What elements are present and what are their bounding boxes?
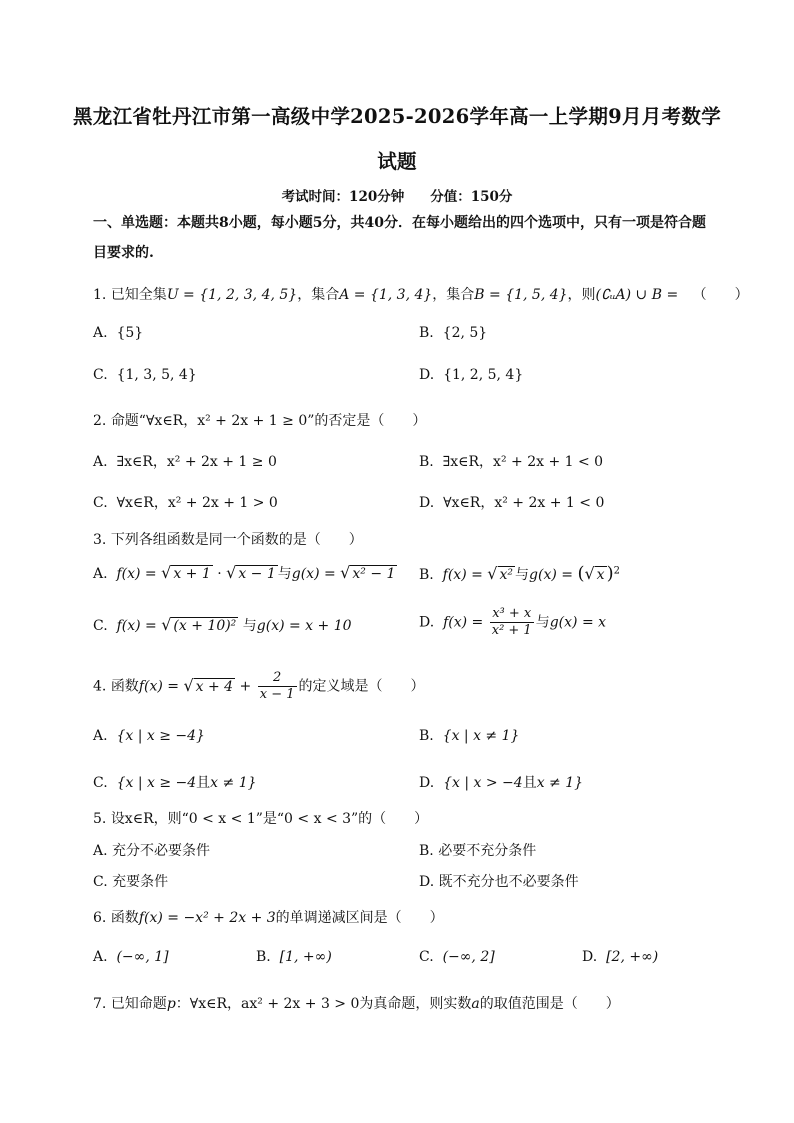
q3-b-g: g(x) = <box>529 567 573 583</box>
q6-option-a-label: A. <box>93 949 108 965</box>
q5-option-b-label: B. <box>419 843 434 859</box>
q2-option-c-label: C. <box>93 495 108 511</box>
q5-option-b[interactable] <box>419 840 536 860</box>
q6-option-c-label: C. <box>419 949 434 965</box>
q6-text1: 函数 <box>110 910 139 926</box>
question-1 <box>93 284 749 304</box>
q2-option-d[interactable] <box>419 492 604 512</box>
q5-option-c[interactable] <box>93 871 168 891</box>
q3-a-g: g(x) = <box>291 566 336 582</box>
q3-c-yu: 与 <box>242 618 257 634</box>
q2-option-c-value: ∀x∈R，x² + 2x + 1 > 0 <box>116 495 278 511</box>
q2-number: 2. <box>93 413 107 429</box>
q4-option-d-qie: 且 <box>522 775 537 791</box>
q4-option-a[interactable] <box>93 728 205 744</box>
q6-option-c[interactable] <box>419 949 495 965</box>
q2-stem: 命题“∀x∈R，x² + 2x + 1 ≥ 0”的否定是（ ） <box>110 413 427 429</box>
q6-option-d[interactable] <box>582 949 658 965</box>
q3-d-numerator: x³ + x <box>490 606 534 623</box>
exam-info <box>0 185 794 205</box>
q4-option-a-value: {x | x ≥ −4} <box>116 728 205 744</box>
q3-a-radicand1: x + 1 <box>173 566 211 582</box>
q7-p: p <box>166 996 176 1012</box>
q1-option-b-label: B. <box>419 325 434 341</box>
q5-option-c-label: C. <box>93 874 108 890</box>
q1-option-d-value: {1, 2, 5, 4} <box>443 367 524 383</box>
q3-a-f: f(x) = <box>116 566 157 582</box>
q5-option-a[interactable] <box>93 840 210 860</box>
q2-option-b-label: B. <box>419 454 434 470</box>
q3-b-radicand1: x² <box>499 567 514 583</box>
q3-b-yu: 与 <box>515 567 530 583</box>
q4-text2: 的定义域是（ ） <box>298 678 425 695</box>
q4-option-b[interactable] <box>419 728 519 744</box>
q3-b-radicand2: x <box>596 567 605 583</box>
q3-option-d[interactable] <box>419 606 606 639</box>
question-7 <box>93 993 620 1013</box>
q6-option-b-value: [1, +∞) <box>279 949 332 965</box>
q2-option-a-label: A. <box>93 454 108 470</box>
q7-number: 7. <box>93 996 107 1012</box>
q2-option-c[interactable] <box>93 492 278 512</box>
q4-option-c-qie: 且 <box>196 775 211 791</box>
q6-option-a-value: (−∞, 1] <box>116 949 169 965</box>
q3-c-radicand: (x + 10)² <box>173 618 237 634</box>
q5-option-a-label: A. <box>93 843 108 859</box>
q1-number: 1. <box>93 287 107 303</box>
q1-option-b-value: {2, 5} <box>442 325 488 341</box>
question-4: 4. 函数f(x) = √ x + 4 + $\frac{2}{x - 1}$ 的定义域是（ ） <box>93 670 425 702</box>
q1-expression: (∁ᵤA) ∪ B = <box>595 287 679 303</box>
q1-answer-blank: （ ） <box>692 287 749 303</box>
q4-plus: + <box>239 678 252 695</box>
q4-f: f(x) = <box>138 678 179 695</box>
exam-time: 考试时间：120分钟 <box>281 189 405 205</box>
q1-option-c-value: {1, 3, 5, 4} <box>116 367 197 383</box>
q4-option-c-value2: x ≠ 1} <box>210 775 257 791</box>
q1-set-b: B = {1, 5, 4} <box>474 287 568 303</box>
q4-option-d-value2: x ≠ 1} <box>536 775 584 791</box>
q3-stem: 下列各组函数是同一个函数的是（ ） <box>110 532 363 548</box>
q6-option-d-label: D. <box>582 949 598 965</box>
q1-option-d-label: D. <box>419 367 435 383</box>
q7-text4: 的取值范围是（ ） <box>479 996 620 1012</box>
q1-text1: 已知全集 <box>110 287 167 303</box>
q3-option-d-label: D. <box>419 614 435 631</box>
q1-option-a-value: {5} <box>116 325 144 341</box>
q1-text3: ，集合 <box>432 287 475 303</box>
q7-text1: 已知命题 <box>110 996 167 1012</box>
q4-option-c[interactable] <box>93 772 257 792</box>
q3-option-c-label: C. <box>93 618 108 634</box>
q1-option-a-label: A. <box>93 325 108 341</box>
q4-option-d-label: D. <box>419 775 435 791</box>
q7-text2: ：∀x∈R，ax² + 2x + 3 > 0 <box>175 996 360 1012</box>
q3-d-f: f(x) = <box>443 614 484 631</box>
q2-option-b[interactable] <box>419 451 603 471</box>
q2-option-a-value: ∃x∈R，x² + 2x + 1 ≥ 0 <box>116 454 277 470</box>
q4-option-b-value: {x | x ≠ 1} <box>442 728 520 744</box>
q2-option-d-value: ∀x∈R，x² + 2x + 1 < 0 <box>443 495 605 511</box>
q4-denominator: x − 1 <box>259 687 295 702</box>
q6-option-c-value: (−∞, 2] <box>442 949 495 965</box>
q1-text4: ，则 <box>567 287 596 303</box>
q3-option-b-label: B. <box>419 567 434 583</box>
q1-option-c-label: C. <box>93 367 108 383</box>
question-2 <box>93 410 426 430</box>
q5-option-a-value: 充分不必要条件 <box>112 843 211 859</box>
q5-option-d-label: D. <box>419 874 435 890</box>
q7-text3: 为真命题，则实数 <box>359 996 472 1012</box>
q5-stem: 设x∈R，则“0 < x < 1”是“0 < x < 3”的（ ） <box>110 811 429 827</box>
q4-option-c-value1: {x | x ≥ −4 <box>116 775 197 791</box>
q3-a-radicand3: x² − 1 <box>352 566 396 582</box>
q5-option-d-value: 既不充分也不必要条件 <box>438 874 579 890</box>
q1-option-d[interactable] <box>419 367 523 383</box>
q7-a: a <box>471 996 480 1012</box>
q5-option-c-value: 充要条件 <box>112 874 169 890</box>
q2-option-a[interactable] <box>93 451 277 471</box>
q3-c-g: g(x) = x + 10 <box>256 618 352 634</box>
q5-option-d[interactable] <box>419 871 579 891</box>
q2-option-b-value: ∃x∈R，x² + 2x + 1 < 0 <box>442 454 604 470</box>
question-6 <box>93 907 444 927</box>
q1-set-a: A = {1, 3, 4} <box>339 287 433 303</box>
q4-radicand: x + 4 <box>195 678 234 695</box>
question-3 <box>93 529 363 549</box>
exam-score: 分值：150分 <box>430 189 513 205</box>
q3-option-c[interactable]: C. f(x) = √ (x + 10)² 与g(x) = x + 10 <box>93 615 352 634</box>
q3-a-yu: 与 <box>277 566 292 582</box>
q6-option-b[interactable] <box>256 949 332 965</box>
q4-option-a-label: A. <box>93 728 108 744</box>
q3-d-yu: 与 <box>535 614 550 631</box>
q3-number: 3. <box>93 532 107 548</box>
q3-option-a[interactable]: A. f(x) = √ x + 1 · √ x − 1 与g(x) = √ x² − 1 <box>93 563 396 582</box>
q4-text1: 函数 <box>110 678 139 695</box>
q4-option-d-value1: {x | x > −4 <box>443 775 523 791</box>
q6-number: 6. <box>93 910 107 926</box>
q6-option-a[interactable] <box>93 949 169 965</box>
q3-d-denominator: x² + 1 <box>491 623 532 638</box>
q6-option-b-label: B. <box>256 949 271 965</box>
q4-option-c-label: C. <box>93 775 108 791</box>
q3-a-radicand2: x − 1 <box>238 566 276 582</box>
q3-d-g: g(x) = x <box>549 614 607 631</box>
q1-text2: ，集合 <box>297 287 340 303</box>
q4-option-b-label: B. <box>419 728 434 744</box>
q4-option-d[interactable] <box>419 772 583 792</box>
q1-option-c[interactable] <box>93 367 197 383</box>
q5-number: 5. <box>93 811 107 827</box>
q6-option-d-value: [2, +∞) <box>606 949 659 965</box>
q6-expression: f(x) = −x² + 2x + 3 <box>138 910 276 926</box>
exam-title-line2: 试题 <box>377 150 417 173</box>
q3-b-f: f(x) = <box>442 567 483 583</box>
q3-option-a-label: A. <box>93 566 108 582</box>
q6-text2: 的单调递减区间是（ ） <box>275 910 444 926</box>
section-heading: 一、单选题：本题共8小题，每小题5分，共40分．在每小题给出的四个选项中，只有一项是符合题目要求的. <box>93 215 706 261</box>
q4-number: 4. <box>93 678 107 695</box>
q3-c-f: f(x) = <box>116 618 157 634</box>
q1-option-a[interactable] <box>93 325 143 341</box>
question-5 <box>93 808 428 828</box>
q2-option-d-label: D. <box>419 495 435 511</box>
q1-set-u: U = {1, 2, 3, 4, 5} <box>166 287 298 303</box>
exam-title-line1: 黑龙江省牡丹江市第一高级中学2025-2026学年高一上学期9月月考数学 <box>72 105 721 128</box>
q1-option-b[interactable] <box>419 325 487 341</box>
q5-option-b-value: 必要不充分条件 <box>438 843 537 859</box>
q3-option-b[interactable]: B. f(x) = √ x² 与g(x) = (√ x )$^2$ <box>419 563 620 584</box>
q4-numerator: 2 <box>258 670 297 687</box>
